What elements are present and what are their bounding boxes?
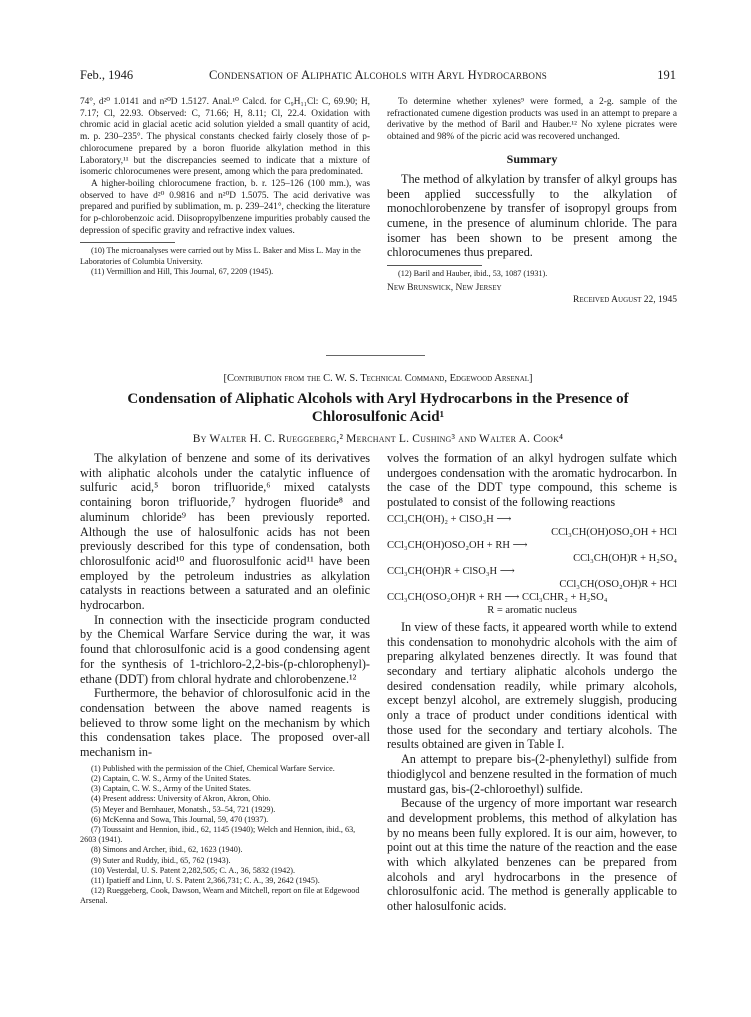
body-paragraph: The alkylation of benzene and some of its derivatives with aliphatic alcohols under the catalytic influence of sulfuric acid,⁵ boron trifluoride,⁶ mixed catalysts containing boron trifluoride,⁷ hydrogen fluoride⁸ and aluminum chloride⁹ has been previously reported. Although the use of halosulfonic acids has not been previously described for this type of condensation, both chlorosulfonic acid¹⁰ and fluorosulfonic acid¹¹ have been employed by the petroleum industries as alkylation catalysts in reactions between a saturated and an olefinic hydrocarbon. bbox=[80, 451, 370, 613]
footnote: (8) Simons and Archer, ibid., 62, 1623 (1940). bbox=[91, 845, 243, 855]
header-date: Feb., 1946 bbox=[80, 68, 134, 82]
reaction-equation: CCl₃CH(OSO₂OH)R + HCl bbox=[559, 578, 677, 590]
article-left-column bbox=[80, 451, 370, 907]
address-block bbox=[387, 283, 677, 306]
footnotes bbox=[80, 764, 370, 907]
experimental-paragraph: To determine whether xylenes⁹ were formed, a 2-g. sample of the refractionated cumene digestion products was used in an attempt to prepare a derivative by the method of Baril and Hauber.¹² No xylene picrates were obtained and 98% of the picric acid was recovered unchanged. bbox=[387, 97, 677, 143]
summary-heading: Summary bbox=[506, 151, 558, 166]
article-title-line: Chlorosulfonic Acid¹ bbox=[311, 409, 445, 425]
reaction-note: R = aromatic nucleus bbox=[487, 604, 577, 616]
footnote: (10) The microanalyses were carried out by Miss L. Baker and Miss L. May in the Laboratories of Columbia University. bbox=[80, 246, 361, 266]
footnote: (2) Captain, C. W. S., Army of the United States. bbox=[91, 773, 251, 783]
footnote: (4) Present address: University of Akron, Akron, Ohio. bbox=[91, 794, 271, 804]
footnote: (11) Ipatieff and Linn, U. S. Patent 2,366,731; C. A., 39, 2642 (1945). bbox=[91, 876, 320, 885]
article-title-line: Condensation of Aliphatic Alcohols with Aryl Hydrocarbons in the Presence of bbox=[127, 391, 629, 407]
reaction-scheme bbox=[387, 513, 677, 617]
body-paragraph: In connection with the insecticide program conducted by the Chemical Warfare Service during the war, it was found that chlorosulfonic acid is a good condensing agent for the synthesis of 1-trichloro-2,2-bis-(p-chlorophenyl)-ethane (DDT) from chloral hydrate and chlorobenzene.¹² bbox=[80, 612, 370, 686]
footnote: (5) Meyer and Bernhauer, Monatsh., 53–54, 721 (1929). bbox=[91, 804, 276, 814]
previous-article-right-column bbox=[387, 97, 677, 306]
footnote: (1) Published with the permission of the Chief, Chemical Warfare Service. bbox=[91, 763, 335, 773]
author-byline: By Walter H. C. Rueggeberg,² Merchant L. Cushing³ and Walter A. Cook⁴ bbox=[192, 433, 564, 445]
footnote-rule bbox=[387, 265, 482, 266]
body-paragraph: Furthermore, the behavior of chlorosulfonic acid in the condensation between the above named reagents is believed to throw some light on the mechanism by which this condensation takes place. The proposed over-all mechanism in- bbox=[80, 686, 370, 760]
reaction-equation: CCl₃CH(OH)OSO₂OH + RH ⟶ bbox=[387, 539, 528, 551]
footnote: (6) McKenna and Sowa, This Journal, 59, 470 (1937). bbox=[91, 814, 269, 824]
previous-article-left-column bbox=[80, 97, 370, 277]
experimental-paragraph: A higher-boiling chlorocumene fraction, b. r. 125–126 (100 mm.), was observed to have d²⁰ 0.9816 and n²⁰D 1.5075. The acid derivative was prepared and purified by sublimation, m. p. 239–241°, checking the literature for p-chlorobenzoic acid. Diisopropylbenzene impurities probably caused the depression of specific gravity and refractive index values. bbox=[80, 178, 370, 236]
experimental-paragraph: 74°, d²⁰ 1.0141 and n²⁰D 1.5127. Anal.¹⁰ Calcd. for C₉H₁₁Cl: C, 69.90; H, 7.17; Cl, 22.93. Observed: C, 71.66; H, 8.11; Cl, 22.4. Oxidation with chromic acid in glacial acetic acid solution yielded a small quantity of acid, m. p. 230–235°. The physical constants checked fairly closely those of p-chlorocumene prepared by a boron fluoride alkylation method in this Laboratory,¹¹ but the discrepancies seemed to indicate that a mixture of isomeric chlorocumenes were present, among which the para predominated. bbox=[80, 97, 370, 178]
running-header bbox=[80, 68, 676, 84]
article-right-column bbox=[387, 451, 677, 914]
footnote: (10) Vesterdal, U. S. Patent 2,282,505; C. A., 36, 5832 (1942). bbox=[91, 865, 296, 875]
contribution-line: [Contribution from the C. W. S. Technical Command, Edgewood Arsenal] bbox=[223, 373, 533, 384]
body-paragraph: volves the formation of an alkyl hydrogen sulfate which undergoes condensation with the aromatic hydrocarbon. In the case of the DDT type compound, this scheme is postulated to consist of the following reactions bbox=[387, 451, 677, 510]
footnote: (7) Toussaint and Hennion, ibid., 62, 1145 (1940); Welch and Hennion, ibid., 63, 2603 (1941). bbox=[80, 824, 356, 845]
header-title: Condensation of Aliphatic Alcohols with Aryl Hydrocarbons bbox=[208, 68, 548, 82]
footnote: (12) Rueggeberg, Cook, Dawson, Wearn and Mitchell, report on file at Edgewood Arsenal. bbox=[80, 886, 360, 906]
body-paragraph: An attempt to prepare bis-(2-phenylethyl) sulfide from thiodiglycol and benzene resulted in the formation of much mustard gas, bis-(2-chloroethyl) sulfide. bbox=[387, 752, 677, 796]
page-number: 191 bbox=[657, 68, 676, 82]
article-title bbox=[80, 390, 676, 426]
reaction-equation: CCl₃CH(OH)R + ClSO₃H ⟶ bbox=[387, 565, 515, 577]
footnote: (12) Baril and Hauber, ibid., 53, 1087 (1931). bbox=[398, 269, 548, 279]
received-date: Received August 22, 1945 bbox=[573, 295, 677, 306]
footnotes bbox=[80, 246, 370, 277]
summary-text: The method of alkylation by transfer of alkyl groups has been applied successfully to the alkylation of monochlorobenzene by transfer of isopropyl groups from cumene, in the presence of aluminum chloride. The para isomer has been shown to be present among the chlorocumenes thus prepared. bbox=[387, 171, 677, 260]
reaction-equation: CCl₃CH(OH)OSO₂OH + HCl bbox=[551, 526, 677, 538]
body-paragraph: In view of these facts, it appeared worth while to extend this condensation to monohydric alcohols with the aim of preparing alkylated benzenes directly. It was found that secondary and tertiary aliphatic alcohols undergo the desired condensation readily, while primary alcohols, except benzyl alcohol, are extremely sluggish, producing only a trace of product under conditions identical with those used for the secondary and tertiary alcohols. The results obtained are given in Table I. bbox=[387, 619, 677, 752]
footnote: (3) Captain, C. W. S., Army of the United States. bbox=[91, 784, 251, 794]
reaction-equation: CCl₃CH(OSO₂OH)R + RH ⟶ CCl₃CHR₂ + H₂SO₄ bbox=[387, 591, 608, 603]
footnote: (9) Suter and Ruddy, ibid., 65, 762 (1943). bbox=[91, 855, 231, 865]
footnote-rule bbox=[80, 242, 175, 243]
footnote: (11) Vermillion and Hill, This Journal, 67, 2209 (1945). bbox=[91, 266, 274, 276]
reaction-equation: CCl₃CH(OH)₂ + ClSO₃H ⟶ bbox=[387, 513, 512, 525]
article-separator bbox=[326, 355, 425, 356]
reaction-equation: CCl₃CH(OH)R + H₂SO₄ bbox=[573, 552, 677, 564]
address: New Brunswick, New Jersey bbox=[387, 283, 502, 294]
body-paragraph: Because of the urgency of more important war research and development problems, this method of alkylation has by no means been fully explored. It is our aim, however, to point out at this time the nature of the reaction and the ease with which alkylated benzenes can be prepared from alcohols and aryl hydrocarbons in the presence of chlorosulfonic acid. The method is generally applicable to other halosulfonic acids. bbox=[387, 796, 677, 914]
